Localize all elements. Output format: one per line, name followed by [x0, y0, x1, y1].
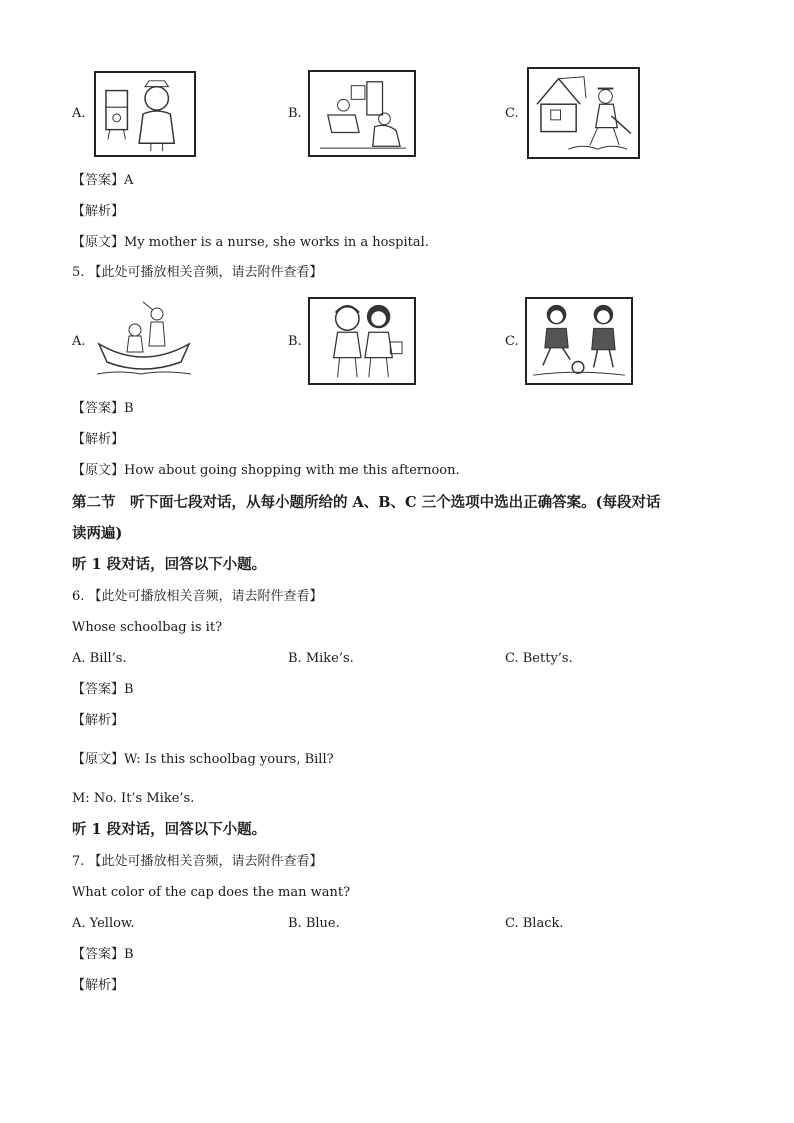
q5-image-football	[525, 297, 633, 385]
q6-option-a: A. Bill’s.	[72, 651, 127, 666]
q7-title: 7. 【此处可播放相关音频，请去附件查看】	[72, 854, 323, 869]
q7-answer: 【答案】B	[72, 947, 134, 962]
q4-option-c-label: C.	[505, 106, 519, 121]
q7-intro: 听 1 段对话，回答以下小题。	[72, 821, 267, 838]
q6-answer: 【答案】B	[72, 682, 134, 697]
q6-option-c: C. Betty’s.	[505, 651, 573, 666]
q5-analysis: 【解析】	[72, 432, 125, 447]
q4-answer: 【答案】A	[72, 173, 134, 188]
nurse-illustration	[96, 73, 194, 155]
football-boys-illustration	[527, 299, 631, 383]
q5-image-shopping	[308, 297, 416, 385]
q5-option-b-label: B.	[288, 334, 302, 349]
q4-option-a-label: A.	[72, 106, 86, 121]
q4-image-nurse	[94, 71, 196, 157]
q4-option-b-label: B.	[288, 106, 302, 121]
q5-option-a-label: A.	[72, 334, 86, 349]
q5-answer: 【答案】B	[72, 401, 134, 416]
q6-transcript-line2: M: No. It’s Mike’s.	[72, 791, 195, 806]
q6-title: 6. 【此处可播放相关音频，请去附件查看】	[72, 589, 323, 604]
q5-transcript: 【原文】How about going shopping with me this afternoon.	[72, 463, 460, 478]
q6-option-b: B. Mike’s.	[288, 651, 354, 666]
section2-heading-line1: 第二节 听下面七段对话，从每小题所给的 A、B、C 三个选项中选出正确答案。(每段对话	[72, 494, 661, 511]
q4-image-farmer	[527, 67, 640, 159]
q7-option-b: B. Blue.	[288, 916, 340, 931]
q6-analysis: 【解析】	[72, 713, 125, 728]
q7-question: What color of the cap does the man want?	[72, 885, 351, 900]
boat-fishing-illustration	[93, 300, 195, 384]
q4-transcript: 【原文】My mother is a nurse, she works in a hospital.	[72, 235, 429, 250]
q7-option-c: C. Black.	[505, 916, 564, 931]
workers-illustration	[310, 72, 414, 155]
q4-analysis: 【解析】	[72, 204, 125, 219]
q6-question: Whose schoolbag is it?	[72, 620, 223, 635]
farmer-illustration	[529, 69, 638, 157]
section2-heading-line2: 读两遍)	[72, 525, 123, 542]
q5-title: 5. 【此处可播放相关音频，请去附件查看】	[72, 265, 323, 280]
q7-option-a: A. Yellow.	[72, 916, 135, 931]
q5-image-boat	[93, 300, 195, 384]
q6-transcript: 【原文】W: Is this schoolbag yours, Bill?	[72, 752, 334, 767]
q5-option-c-label: C.	[505, 334, 519, 349]
q6-intro: 听 1 段对话，回答以下小题。	[72, 556, 267, 573]
q4-image-workers	[308, 70, 416, 157]
q7-analysis: 【解析】	[72, 978, 125, 993]
shopping-girls-illustration	[310, 299, 414, 383]
